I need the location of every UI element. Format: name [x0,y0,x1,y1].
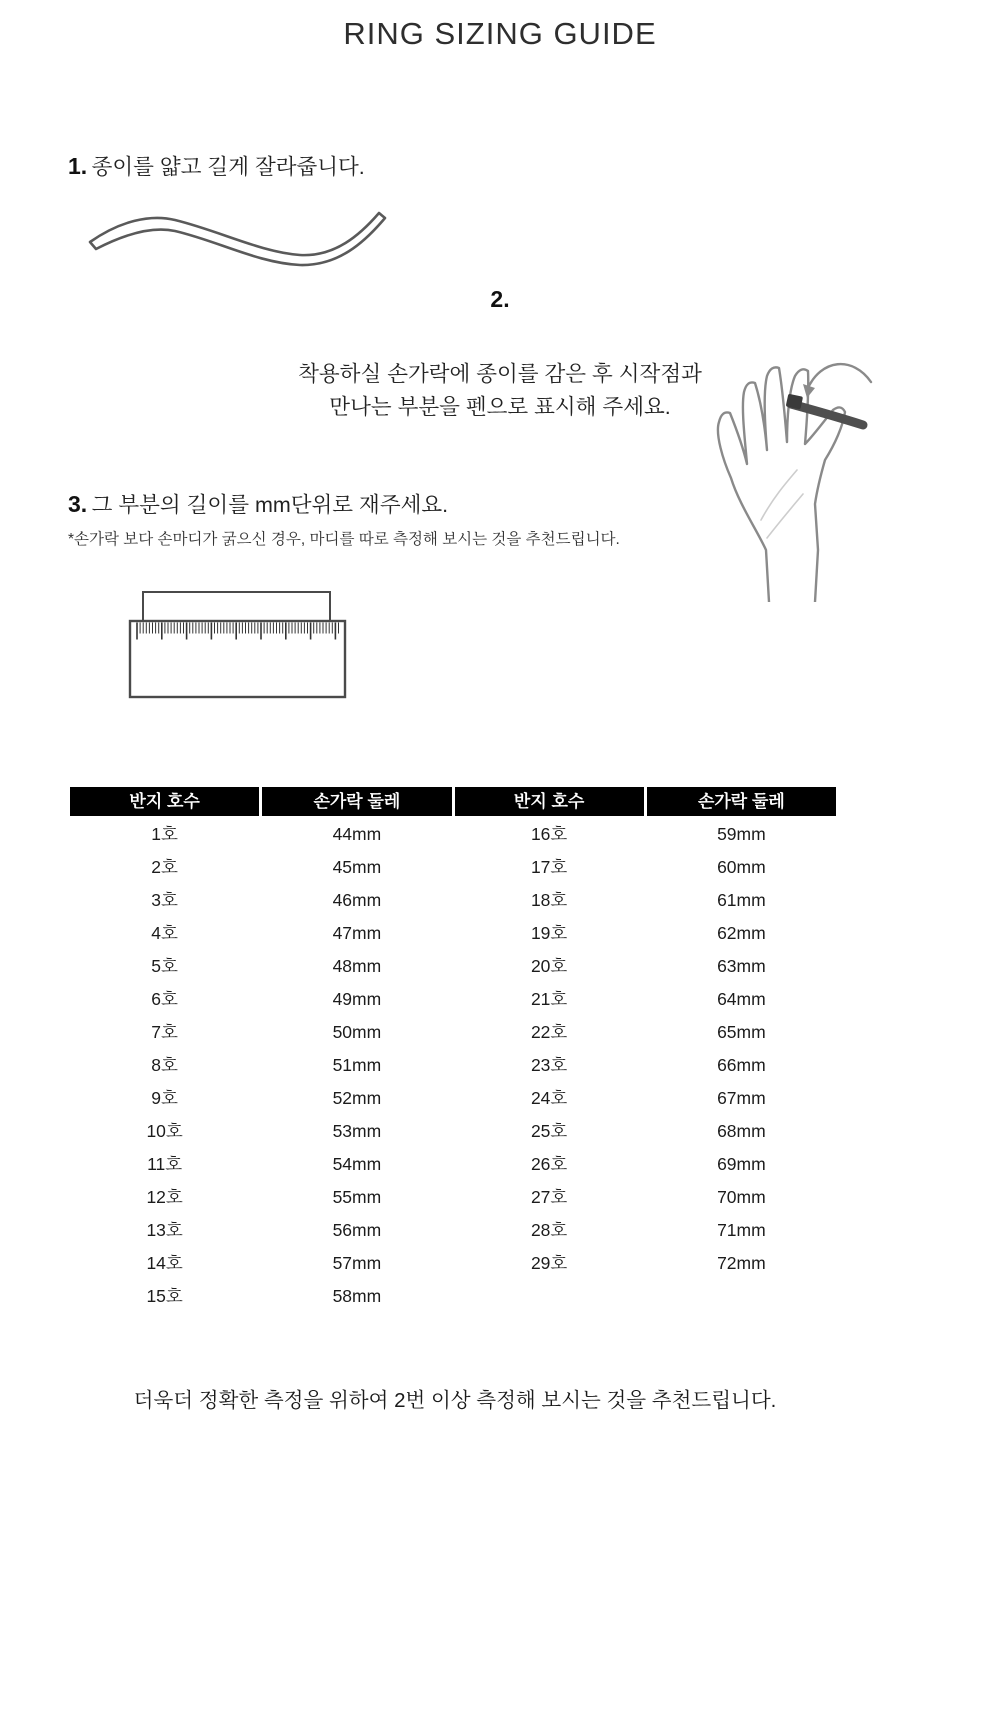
table-cell: 62mm [717,923,766,943]
step1-text: 종이를 얇고 길게 잘라줍니다. [91,155,365,179]
table-cell: 27호 [530,1187,568,1207]
table-cell: 60mm [717,857,766,877]
table-cell: 55mm [332,1187,382,1207]
table-cell: 46mm [332,890,382,910]
table-row [70,1181,836,1214]
hand-with-paper-strip-icon [703,352,878,602]
step3-number: 3. [68,491,88,517]
step2-text-line1 [240,357,760,388]
table-cell: 5호 [151,956,178,976]
table-cell: 16호 [530,824,568,844]
table-cell: 23호 [530,1055,568,1075]
table-cell: 47mm [332,923,382,943]
table-cell: 70mm [717,1187,766,1207]
table-row [70,1082,836,1115]
table-row [70,1115,836,1148]
table-cell: 20호 [530,956,568,976]
step1-number: 1. [68,153,88,179]
table-cell: 17호 [530,857,568,877]
table-cell: 9호 [151,1088,178,1108]
table-cell: 54mm [332,1154,382,1174]
ruler-icon [123,585,353,705]
footer-note: 더욱더 정확한 측정을 위하여 2번 이상 측정해 보시는 것을 추천드립니다. [133,1389,777,1412]
table-cell: 4호 [151,923,178,943]
table-row [70,1247,836,1280]
table-cell: 57mm [332,1253,382,1273]
table-cell: 18호 [530,890,568,910]
table-cell: 61mm [717,890,766,910]
table-cell: 49mm [332,989,382,1009]
table-cell: 19호 [530,923,568,943]
step2-line2-text: 만나는 부분을 펜으로 표시해 주세요. [329,395,671,419]
table-cell: 11호 [147,1154,183,1174]
pointer-arrow [807,364,871,390]
step2-number-text: 2. [490,286,510,312]
table-row [70,884,836,917]
table-cell: 71mm [717,1220,766,1240]
table-cell: 52mm [332,1088,382,1108]
page-title: RING SIZING GUIDE [343,16,657,51]
table-row [70,1280,836,1313]
table-cell: 45mm [332,857,382,877]
paper-strip-icon [80,205,390,270]
step3-line [68,488,448,519]
table-header-cell: 손가락 둘레 [647,787,836,816]
table-cell: 24호 [530,1088,568,1108]
table-cell: 72mm [717,1253,766,1273]
table-cell: 3호 [151,890,178,910]
table-cell: 68mm [717,1121,766,1141]
table-cell: 50mm [332,1022,382,1042]
table-cell: 58mm [332,1286,382,1306]
step2-number [270,286,730,313]
table-header-cell: 반지 호수 [455,787,644,816]
table-cell: 64mm [717,989,766,1009]
table-cell: 10호 [146,1121,183,1141]
table-row [70,917,836,950]
table-row [70,1049,836,1082]
table-cell: 15호 [146,1286,183,1306]
table-cell: 22호 [530,1022,568,1042]
table-cell: 48mm [332,956,382,976]
table-header-cell: 반지 호수 [70,787,259,816]
table-cell: 59mm [717,824,766,844]
size-table-body [70,818,836,1313]
ring-size-table [70,787,836,1313]
table-cell: 29호 [530,1253,568,1273]
table-cell: 6호 [151,989,178,1009]
table-row [70,818,836,851]
table-cell: 28호 [530,1220,568,1240]
table-row [70,950,836,983]
table-cell [455,1280,644,1313]
table-row [70,1214,836,1247]
step2-line1-text: 착용하실 손가락에 종이를 감은 후 시작점과 [298,362,702,386]
step2-text-line2 [240,390,760,421]
table-cell: 67mm [717,1088,766,1108]
table-cell: 53mm [332,1121,382,1141]
hand-outline [718,367,845,602]
table-cell: 63mm [717,956,766,976]
table-cell: 25호 [530,1121,568,1141]
table-row [70,1016,836,1049]
table-cell: 69mm [717,1154,766,1174]
table-cell: 8호 [151,1055,178,1075]
step3-note: *손가락 보다 손마디가 굵으신 경우, 마디를 따로 측정해 보시는 것을 추천드립니다. [68,531,620,548]
table-cell: 13호 [146,1220,183,1240]
step3-text: 그 부분의 길이를 mm단위로 재주세요. [91,493,449,517]
table-row [70,983,836,1016]
table-cell: 14호 [146,1253,183,1273]
table-cell: 1호 [151,824,178,844]
table-cell: 51mm [332,1055,382,1075]
table-header-row [70,787,836,816]
table-cell: 65mm [717,1022,766,1042]
step1-line [68,150,365,181]
table-cell: 7호 [151,1022,178,1042]
table-header-cell: 손가락 둘레 [262,787,451,816]
table-cell [647,1280,836,1313]
table-cell: 21호 [530,989,568,1009]
table-cell: 12호 [146,1187,183,1207]
table-cell: 44mm [332,824,382,844]
table-cell: 66mm [717,1055,766,1075]
table-cell: 56mm [332,1220,382,1240]
table-cell: 2호 [151,857,178,877]
table-row [70,851,836,884]
table-row [70,1148,836,1181]
table-cell: 26호 [530,1154,568,1174]
